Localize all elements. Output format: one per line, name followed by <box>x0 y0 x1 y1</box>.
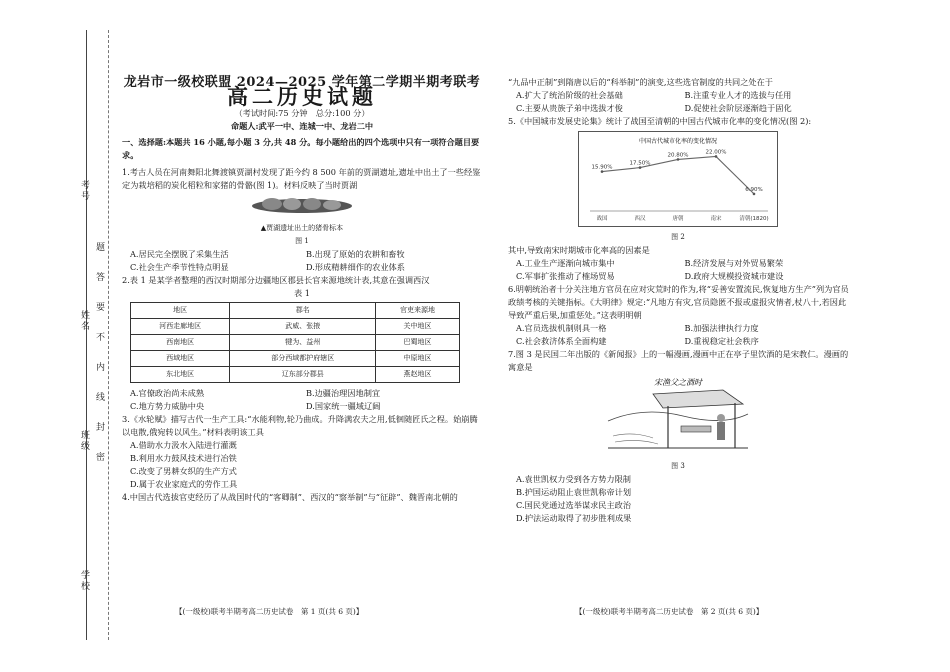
q7-option-c[interactable]: C.国民党通过选举谋求民主政治 <box>516 500 632 510</box>
q3-options <box>122 439 482 491</box>
q7-option-d[interactable]: D.护法运动取得了初步胜利成果 <box>516 513 632 523</box>
table-cell: 燕赵地区 <box>376 367 460 383</box>
table-cell: 部分西域都护府辖区 <box>230 351 376 367</box>
q6-option-d[interactable]: D.重视稳定社会秩序 <box>684 336 759 346</box>
cartoon-title: 宋渔父之酒时 <box>654 378 702 387</box>
q4-option-b[interactable]: B.注重专业人才的选拔与任用 <box>684 90 792 100</box>
q5-options <box>508 257 853 283</box>
q2-stem: 2.表 1 是某学者整理的西汉时期部分边疆地区郡县长官来源地统计表,其意在强调西汉 <box>122 275 430 285</box>
q1-figure-label: 图 1 <box>295 237 309 245</box>
q4-option-d[interactable]: D.促使社会阶层逐渐趋于固化 <box>684 103 792 113</box>
q3-stem: 3.《水轮赋》描写古代一生产工具:“水能利物,轮乃曲成。升降满农夫之用,低徊随匠氏之程。始崩腾以电散,俄宛转以风生。”材料表明该工具 <box>122 414 478 437</box>
q7-figure <box>603 376 853 473</box>
table-cell: 西南地区 <box>131 335 230 351</box>
q5-figure <box>578 131 853 244</box>
q4-stem: 4.中国古代选拔官吏经历了从战国时代的“客卿制”、西汉的“察举制”与“征辟”、魏晋南北朝的 <box>122 492 458 502</box>
q1-stem: 1.考古人员在河南舞阳北舞渡镇贾湖村发现了距今约 8 500 年前的贾湖遗址,遗址中出土了一些经鉴定为栽培稻的炭化稻粒和家猪的骨骼(图 1)。材料反映了当时贾湖 <box>122 167 481 190</box>
cartoon-image <box>603 376 753 456</box>
q7-options <box>508 473 853 525</box>
table-cell: 西域地区 <box>131 351 230 367</box>
table-cell: 巴蜀地区 <box>376 335 460 351</box>
label-name: 姓名 <box>79 310 89 332</box>
data-label: 15.90% <box>591 164 613 171</box>
table-cell: 河西走廊地区 <box>131 319 230 335</box>
exam-setters: 命题人:武平一中、连城一中、龙岩二中 <box>230 121 374 131</box>
data-point <box>601 170 604 173</box>
q7-figure-label: 图 3 <box>671 462 685 470</box>
q5-after: 其中,导致南宋时期城市化率高的因素是 <box>508 245 650 255</box>
data-label: 22.00% <box>705 149 727 156</box>
label-school: 学校 <box>79 570 89 592</box>
q4-continuation: “九品中正制”到隋唐以后的“科举制”的演变,这些选官制度的共同之处在于 <box>508 77 773 87</box>
seal-char: 内 <box>96 363 106 373</box>
footer-right: 【(一级校)联考半期考高二历史试卷 第 2 页(共 6 页)】 <box>575 607 764 616</box>
q6-option-b[interactable]: B.加强法律执行力度 <box>684 323 759 333</box>
table-row <box>131 351 460 367</box>
q7-stem: 7.图 3 是民国二年出版的《新闻报》上的一幅漫画,漫画中正在亭子里饮酒的是宋教仁。漫画的寓意是 <box>508 349 849 372</box>
q5-option-d[interactable]: D.政府大规模投资城市建设 <box>684 271 784 281</box>
exam-subject: 高二历史试题 <box>227 85 377 109</box>
table-cell: 犍为、益州 <box>230 335 376 351</box>
q1-option-c[interactable]: C.社会生产季节性特点明显 <box>130 262 229 272</box>
exam-meta: （考试时间:75 分钟 总分:100 分） <box>234 108 370 118</box>
data-label: 17.50% <box>629 160 651 167</box>
right-column <box>508 76 853 525</box>
seal-char: 封 <box>96 423 106 433</box>
q2-option-c[interactable]: C.地方势力威胁中央 <box>130 401 205 411</box>
table-header: 郡名 <box>230 303 376 319</box>
urbanization-chart <box>578 131 778 227</box>
data-point <box>753 193 756 196</box>
x-tick-label: 清朝(1820) <box>739 216 769 222</box>
q1-figure <box>122 194 482 248</box>
seal-char: 要 <box>96 303 106 313</box>
section-title: 一、选择题:本题共 16 小题,每小题 3 分,共 48 分。每小题给出的四个选项中只有一项符合题目要求。 <box>122 137 480 160</box>
exam-name: 龙岩市一级校联盟 2024—2025 学年第二学期半期考联考 <box>123 75 481 90</box>
q5-figure-label: 图 2 <box>671 233 685 241</box>
footer-left: 【(一级校)联考半期考高二历史试卷 第 1 页(共 6 页)】 <box>175 607 364 616</box>
binding-line <box>86 30 87 640</box>
q3-option-d[interactable]: D.属于农业家庭式的劳作工具 <box>130 479 238 489</box>
pig-bone-image <box>247 194 357 218</box>
table-cell: 辽东部分郡县 <box>230 367 376 383</box>
q1-option-a[interactable]: A.居民完全摆脱了采集生活 <box>130 249 229 259</box>
label-exam-number: 考号 <box>79 180 89 202</box>
table-header-row <box>131 303 460 319</box>
data-point <box>677 158 680 161</box>
seal-char: 密 <box>96 453 106 463</box>
x-tick-label: 南宋 <box>710 216 722 222</box>
q6-option-c[interactable]: C.社会救济体系全面构建 <box>516 336 607 346</box>
q4-options <box>508 89 853 115</box>
q1-option-d[interactable]: D.形成精耕细作的农业体系 <box>306 262 405 272</box>
q2-options <box>122 387 482 413</box>
q6-options <box>508 322 853 348</box>
q2-option-a[interactable]: A.官僚政治尚未成熟 <box>130 388 205 398</box>
table-row <box>131 319 460 335</box>
data-point <box>639 166 642 169</box>
q4-option-c[interactable]: C.主要从贵族子弟中选拔才俊 <box>516 103 623 113</box>
q6-option-a[interactable]: A.官员选拔机制则具一格 <box>516 323 607 333</box>
q2-option-d[interactable]: D.国家统一疆域辽阔 <box>306 401 381 411</box>
q5-option-a[interactable]: A.工业生产逐渐向城市集中 <box>516 258 615 268</box>
q7-option-a[interactable]: A.袁世凯权力受到各方势力限制 <box>516 474 631 484</box>
x-tick-label: 西汉 <box>634 216 646 222</box>
table-header: 地区 <box>131 303 230 319</box>
seal-char: 不 <box>96 333 106 343</box>
q3-option-c[interactable]: C.改变了男耕女织的生产方式 <box>130 466 237 476</box>
q2-option-b[interactable]: B.边疆治理因地制宜 <box>306 388 381 398</box>
data-point <box>715 155 718 158</box>
seal-char: 线 <box>96 393 106 403</box>
q1-figure-caption: ▲贾湖遗址出土的猪骨标本 <box>260 224 344 232</box>
chart-title: 中国古代城市化率的变化情况 <box>638 138 718 145</box>
table-cell: 东北地区 <box>131 367 230 383</box>
q3-option-b[interactable]: B.利用水力鼓风技术进行冶铁 <box>130 453 237 463</box>
q5-option-c[interactable]: C.军事扩张推动了榷场贸易 <box>516 271 615 281</box>
q2-table <box>130 302 460 383</box>
left-column <box>122 76 482 504</box>
q7-option-b[interactable]: B.护国运动阻止袁世凯称帝计划 <box>516 487 632 497</box>
q3-option-a[interactable]: A.借助水力汲水入陆进行灌溉 <box>130 440 237 450</box>
q1-option-b[interactable]: B.出现了原始的农耕和畜牧 <box>306 249 405 259</box>
q5-stem: 5.《中国城市发展史论集》统计了战国至清朝的中国古代城市化率的变化情况(图 2): <box>508 116 812 126</box>
table-cell: 中原地区 <box>376 351 460 367</box>
q2-table-title: 表 1 <box>294 288 310 298</box>
table-cell: 关中地区 <box>376 319 460 335</box>
label-class: 班级 <box>79 430 89 452</box>
q1-options <box>122 248 482 274</box>
seal-char: 题 <box>96 243 106 253</box>
table-cell: 武威、张掖 <box>230 319 376 335</box>
binding-margin <box>0 30 112 640</box>
q5-option-b[interactable]: B.经济发展与对外贸易繁荣 <box>684 258 784 268</box>
data-label: 20.80% <box>667 152 689 159</box>
table-row <box>131 335 460 351</box>
table-header: 官吏来源地 <box>376 303 460 319</box>
data-label: 6.90% <box>745 186 763 193</box>
seal-line <box>108 30 109 640</box>
q6-stem: 6.明朝统治者十分关注地方官员在应对灾荒时的作为,将“妥善安置流民,恢复地方生产”列为官员政绩考核的关键指标。《大明律》规定:“凡地方有灾,官员隐匿不报或虚报灾情者,杖八十,若因此导致严重后果,加重惩处。”这表明明朝 <box>508 284 849 320</box>
seal-char: 答 <box>96 273 106 283</box>
x-tick-label: 唐朝 <box>672 216 684 222</box>
x-tick-label: 战国 <box>596 216 608 222</box>
table-row <box>131 367 460 383</box>
q4-option-a[interactable]: A.扩大了统治阶级的社会基础 <box>516 90 623 100</box>
